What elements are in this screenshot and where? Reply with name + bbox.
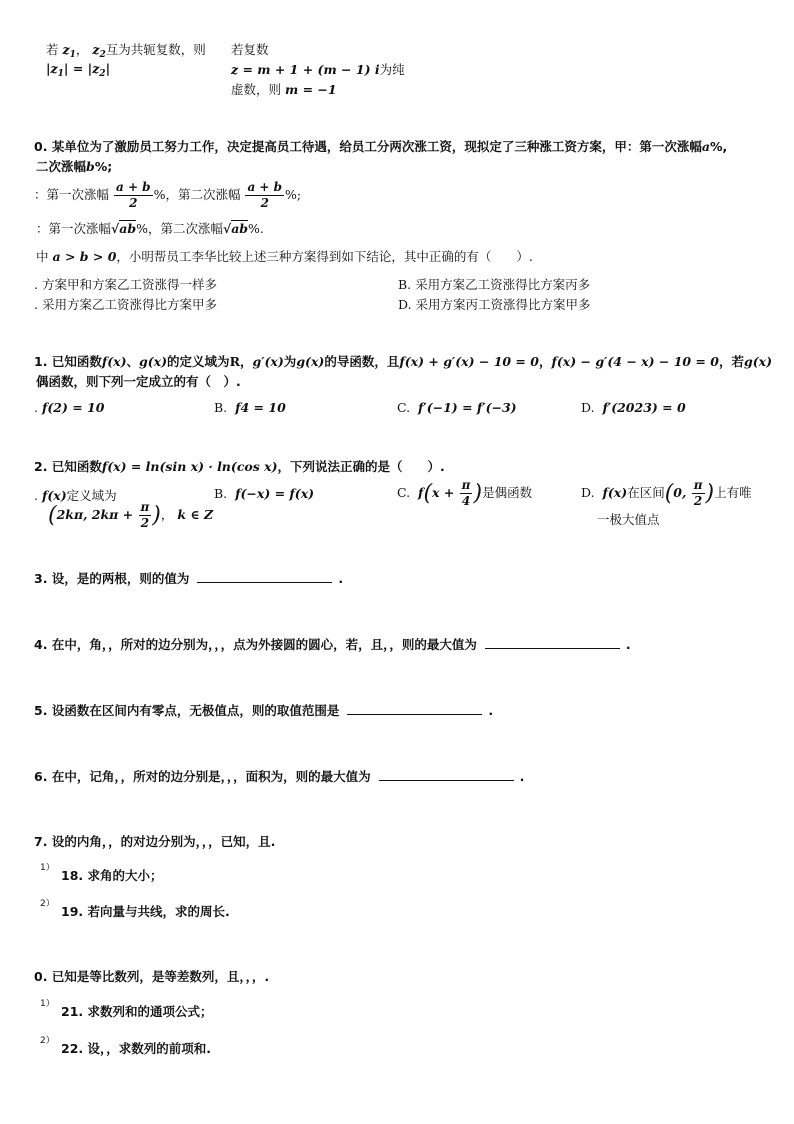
q11-line2: [36, 372, 241, 390]
math: f(x): [41, 488, 67, 503]
question-number: 5.: [34, 703, 48, 718]
math: f(x) + g′(x) − 10 = 0: [399, 354, 539, 369]
text: 中: [36, 249, 49, 264]
question-number: 7.: [34, 834, 48, 849]
q10-option-b: [398, 275, 590, 293]
fraction: $\frac{a + b}{2}$: [116, 180, 151, 210]
math: f(x + $\frac{\pi}{4}$ ): [418, 478, 483, 508]
text: 若: [46, 42, 59, 57]
question-number: 0.: [34, 969, 48, 984]
text: .: [488, 703, 494, 718]
option-label: B.: [214, 486, 228, 501]
q14: [34, 635, 631, 653]
q10-option-c: . 采用方案乙工资涨得比方案甲多: [34, 297, 217, 312]
top-right-line1: [231, 40, 269, 58]
text: 偶函数，则下列一定成立的有（ ）.: [36, 374, 241, 389]
fraction: $\frac{a + b}{2}$: [247, 180, 283, 210]
q10-line2: [36, 157, 112, 175]
text: 是偶函数: [482, 485, 533, 500]
math: g(x): [139, 354, 168, 369]
math: f(x): [602, 485, 628, 500]
text: 若复数: [231, 42, 269, 57]
q11-option-d: [581, 400, 686, 415]
q12-option-a-line2: (2kπ, 2kπ + $\frac{\pi}{2}$ )， k ∈ Z: [48, 500, 214, 530]
text: ，若: [718, 354, 744, 369]
q20-sub2: 22. 设，，求数列的前项和.: [61, 1041, 211, 1056]
math: f(x) = ln(sin x) · ln(cos x): [101, 459, 278, 474]
text: 已知函数: [51, 354, 102, 369]
text: ：第一次涨幅: [36, 221, 112, 236]
text: .: [338, 571, 344, 586]
text: 二次涨幅: [36, 159, 87, 174]
math: f(x) − g′(4 − x) − 10 = 0: [551, 354, 719, 369]
math: √ab: [222, 221, 249, 236]
q13: [34, 569, 343, 587]
text: 虚数，则: [231, 82, 282, 97]
q17-sub2: 19. 若向量与共线，求的周长.: [61, 904, 230, 919]
question-number: 6.: [34, 769, 48, 784]
math: k ∈ Z: [177, 507, 214, 522]
q10-option-d: [398, 295, 591, 313]
math: $z_2$: [92, 42, 106, 60]
q16: [34, 767, 524, 785]
top-right-line2: [231, 60, 405, 78]
math: g(x): [296, 354, 325, 369]
top-left-line1: 若 $z_1$， $z_2$互为共轭复数，则: [46, 42, 206, 60]
text: 互为共轭复数，则: [105, 42, 206, 57]
q20-sub2-label: 2）: [40, 1036, 55, 1046]
text: 的定义域为: [167, 354, 230, 369]
text: 一极大值点: [597, 512, 660, 527]
text: 定义域为: [66, 488, 117, 503]
answer-blank[interactable]: [485, 647, 620, 649]
math: b: [86, 159, 95, 174]
answer-blank[interactable]: [197, 581, 332, 583]
text: .: [625, 637, 631, 652]
text: 上有唯: [714, 485, 752, 500]
text: 为: [283, 354, 297, 369]
math: a: [701, 139, 710, 154]
math: R: [229, 354, 240, 369]
text: %,: [709, 139, 728, 154]
question-number: 2.: [34, 459, 48, 474]
math: g′(x): [252, 354, 284, 369]
option-text: D. 采用方案丙工资涨得比方案甲多: [398, 297, 591, 312]
top-left-line2: [46, 61, 110, 79]
question-text: 设的内角，，的对边分别为，，，已知，且.: [51, 834, 276, 849]
question-number: 3.: [34, 571, 48, 586]
question-text: 在中，记角，，所对的边分别是，，，面积为，则的最大值为: [51, 769, 371, 784]
math: a > b > 0: [52, 249, 117, 264]
text: 为纯: [379, 62, 405, 77]
text: %;: [285, 187, 302, 202]
math: (2kπ, 2kπ + $\frac{\pi}{2}$ ): [48, 500, 161, 530]
math: z = m + 1 + (m − 1) i: [231, 62, 380, 77]
q11-option-a: . f(2) = 10: [34, 400, 105, 415]
answer-blank[interactable]: [379, 779, 514, 781]
q17: [34, 832, 275, 850]
math: m = −1: [285, 82, 337, 97]
option-label: D.: [581, 400, 595, 415]
q12-option-a-line1: . f(x)定义域为: [34, 488, 117, 503]
q12-option-d-line1: [581, 478, 752, 509]
text: 的导函数，且: [324, 354, 400, 369]
q17-sub2-label: 2）: [40, 899, 55, 909]
question-number: 1.: [34, 354, 48, 369]
text: .: [519, 769, 525, 784]
question-text: 已知是等比数列，是等差数列，且，，，.: [51, 969, 270, 984]
question-text: 设，是的两根，则的值为: [51, 571, 190, 586]
math: g(x): [743, 354, 773, 369]
q11-line1: 1. 已知函数f(x)、g(x)的定义域为R，g′(x)为g(x)的导函数，且f(x) + g′(x) − 10 = 0，f(x) − g′(4 − x) − 10 = 0，若g(x): [34, 354, 773, 369]
text: 已知函数: [51, 459, 102, 474]
option-text: 方案甲和方案乙工资涨得一样多: [41, 277, 217, 292]
q15: [34, 701, 493, 719]
q20-sub1-label: 1）: [40, 999, 55, 1009]
text: %，第二次涨幅: [136, 221, 223, 236]
option-label: C.: [397, 400, 411, 415]
option-text: 采用方案乙工资涨得比方案甲多: [41, 297, 217, 312]
q10-condition: [36, 247, 533, 265]
option-label: D.: [581, 485, 595, 500]
math: $|z_1| = |z_2|$: [46, 61, 111, 79]
math: f′(−1) = f′(−3): [418, 400, 517, 415]
math: f(x): [101, 354, 127, 369]
option-label: C.: [397, 485, 411, 500]
text: 在区间: [627, 485, 665, 500]
text: ，小明帮员工李华比较上述三种方案得到如下结论，其中正确的有（ ）.: [116, 249, 533, 264]
answer-blank[interactable]: [347, 713, 482, 715]
q12-option-d-line2: [597, 510, 660, 528]
question-number: 0.: [34, 139, 48, 154]
text: ：第一次涨幅: [34, 187, 110, 202]
math: (0, $\frac{\pi}{2}$ ): [664, 478, 715, 508]
q20: [34, 967, 269, 985]
q10-plan-bing: [36, 219, 264, 237]
q10-option-a: . 方案甲和方案乙工资涨得一样多: [34, 277, 217, 292]
math: √ab: [111, 221, 137, 236]
q10-plan-yi: [34, 180, 301, 211]
question-number: 4.: [34, 637, 48, 652]
text: %，第二次涨幅: [153, 187, 241, 202]
math: f(2) = 10: [41, 400, 105, 415]
q12-option-b: [214, 486, 314, 501]
math: $z_1$: [62, 42, 76, 60]
math: f4 = 10: [235, 400, 286, 415]
top-right-line3: [231, 80, 337, 98]
question-text: 某单位为了激励员工努力工作，决定提高员工待遇，给员工分两次涨工资，现拟定了三种涨工资方案，甲：第一次涨幅: [51, 139, 702, 154]
q10-line1: [34, 137, 727, 155]
question-text: 设函数在区间内有零点，无极值点，则的取值范围是: [51, 703, 340, 718]
text: %.: [248, 221, 264, 236]
q11-option-c: [397, 400, 517, 415]
math: f(−x) = f(x): [235, 486, 315, 501]
q11-option-b: [214, 400, 286, 415]
option-text: B. 采用方案乙工资涨得比方案丙多: [398, 277, 591, 292]
q17-sub1: 18. 求角的大小；: [61, 868, 163, 883]
text: %;: [94, 159, 113, 174]
option-label: B.: [214, 400, 228, 415]
q12-line1: [34, 457, 445, 475]
math: f′(2023) = 0: [602, 400, 686, 415]
q12-option-c: [397, 478, 532, 509]
text: ，下列说法正确的是（ ）.: [277, 459, 445, 474]
q17-sub1-label: 1）: [40, 863, 55, 873]
question-text: 在中，角，，所对的边分别为，，，点为外接圆的圆心，若，且，，则的最大值为: [51, 637, 477, 652]
q20-sub1: 21. 求数列和的通项公式；: [61, 1004, 213, 1019]
